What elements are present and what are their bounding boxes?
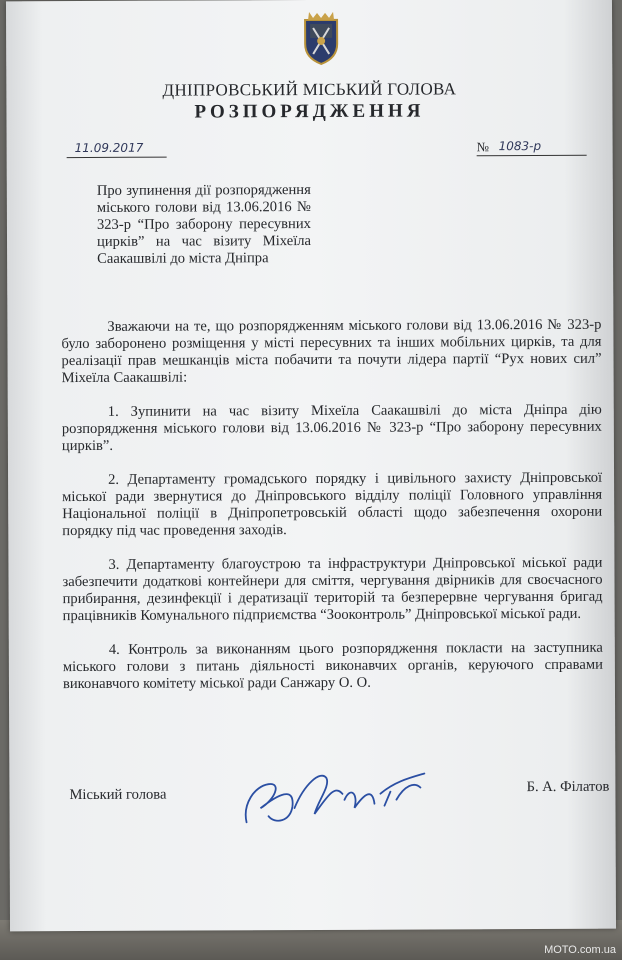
signer-name: Б. А. Філатов bbox=[526, 778, 610, 796]
document-page bbox=[6, 0, 616, 931]
item-paragraph-2: 2. Департаменту громадського порядку і цивільного захисту Дніпровської міської ради звернутися до Дніпровського відділу поліції Головного управління Національної поліції в Дніпропетровській області щодо забезпечення охорони порядку під час проведення заходів. bbox=[62, 469, 603, 540]
issuer-title: ДНІПРОВСЬКИЙ МІСЬКИЙ ГОЛОВА bbox=[162, 79, 457, 100]
item-paragraph-3: 3. Департаменту благоустрою та інфраструктури Дніпровської міської ради забезпечити додаткові контейнери для сміття, чергування двірників для своєчасного прибирання, дезинфекції і дератизації територій та безперервне чергування бригад працівників Комунального підприємства “Зооконтроль” Дніпровської міської ради. bbox=[62, 554, 603, 625]
number-value: 1083-р bbox=[498, 138, 542, 154]
signature-block bbox=[69, 771, 609, 843]
site-watermark: MOTO.com.ua bbox=[544, 944, 616, 956]
signer-position: Міський голова bbox=[69, 786, 167, 804]
document-subject: Про зупинення дії розпорядження міського голови від 13.06.2016 № 323-р “Про заборону пересувних цирків” на час візиту Міхеїла Саакашвілі до міста Дніпра bbox=[96, 181, 312, 267]
preamble-paragraph: Зважаючи на те, що розпорядженням міського голови від 13.06.2016 № 323-р було заборонено розміщення у місті пересувних та інших мобільних цирків, та для реалізації прав мешканців міста побачити та почути лідера партії “Рух нових сил” Міхеїла Саакашвілі: bbox=[61, 316, 602, 387]
coat-of-arms-icon bbox=[301, 10, 341, 66]
document-type: РОЗПОРЯДЖЕННЯ bbox=[194, 100, 425, 123]
document-body bbox=[61, 317, 603, 710]
number-prefix: № bbox=[476, 139, 490, 155]
item-paragraph-1: 1. Зупинити на час візиту Міхеїла Саакашвілі до міста Дніпра дію розпорядження міського голови від 13.06.2016 № 323-р “Про заборону пересувних цирків”. bbox=[61, 401, 602, 455]
item-paragraph-4: 4. Контроль за виконанням цього розпорядження покласти на заступника міського голови з питань діяльності виконавчих органів, керуючого справами виконавчого комітету міської ради Санжару О. О. bbox=[62, 639, 603, 693]
date-value: 11.09.2017 bbox=[74, 140, 144, 156]
handwritten-signature bbox=[234, 763, 434, 834]
document-number bbox=[477, 139, 587, 156]
document-date bbox=[67, 141, 167, 158]
